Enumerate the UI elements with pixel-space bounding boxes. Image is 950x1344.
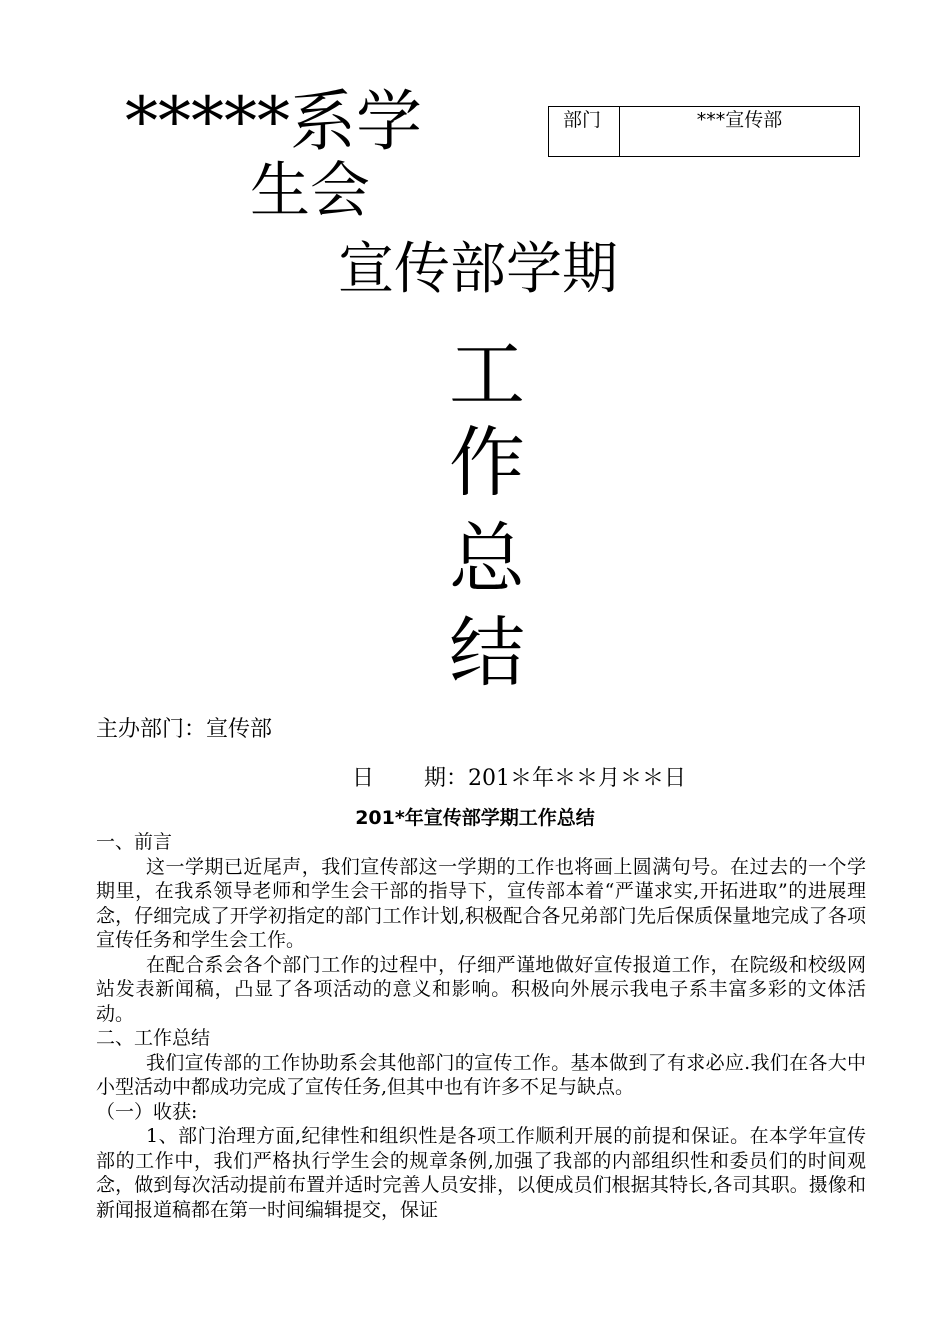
- section-heading-summary: 二、工作总结: [96, 1027, 211, 1049]
- paragraph: 我们宣传部的工作协助系会其他部门的宣传工作。基本做到了有求必应.我们在各大中小型活动中都成功完成了宣传任务,但其中也有许多不足与缺点。: [96, 1051, 866, 1098]
- paragraph: 在配合系会各个部门工作的过程中，仔细严谨地做好宣传报道工作，在院级和校级网站发表新闻稿，凸显了各项活动的意义和影响。积极向外展示我电子系丰富多彩的文体活动。: [96, 953, 866, 1025]
- date-label-part-a: 日: [352, 766, 375, 791]
- subsection-heading-gains: （一）收获:: [96, 1100, 198, 1123]
- cover-title-line-2: 生会: [250, 156, 370, 226]
- host-department-line: 主办部门：宣传部: [96, 717, 273, 742]
- document-body: [96, 830, 866, 1222]
- department-label: 部门: [549, 107, 620, 156]
- paragraph: 1、部门治理方面,纪律性和组织性是各项工作顺利开展的前提和保证。在本学年宣传部的工作中，我们严格执行学生会的规章条例,加强了我部的内部组织性和委员们的时间观念，做到每次活动提前布置并适时完善人员安排，以便成员们根据其特长,各司其职。摄像和新闻报道稿都在第一时间编辑提交，保证: [96, 1125, 866, 1221]
- cover-title-line-1: *****系学: [125, 83, 422, 160]
- department-value: ***宣传部: [696, 109, 783, 131]
- cover-title-line-3: 宣传部学期: [338, 237, 618, 302]
- paragraph: 这一学期已近尾声，我们宣传部这一学期的工作也将画上圆满句号。在过去的一个学期里，在我系领导老师和学生会干部的指导下，宣传部本着“严谨求实,开拓进取”的进展理念，仔细完成了开学初指定的部门工作计划,积极配合各兄弟部门先后保质保量地完成了各项宣传任务和学生会工作。: [96, 855, 866, 951]
- cover-vertical-char-3: 总: [449, 514, 525, 603]
- date-label-part-b: 期：201＊年＊＊月＊＊日: [424, 766, 687, 791]
- section-heading-preface: 一、前言: [96, 831, 173, 853]
- cover-vertical-char-2: 作: [449, 418, 525, 507]
- cover-vertical-char-1: 工: [449, 330, 525, 419]
- cover-vertical-char-4: 结: [449, 608, 525, 697]
- date-line: [352, 762, 686, 796]
- document-title: 201*年宣传部学期工作总结: [355, 807, 595, 829]
- department-table: [548, 106, 860, 157]
